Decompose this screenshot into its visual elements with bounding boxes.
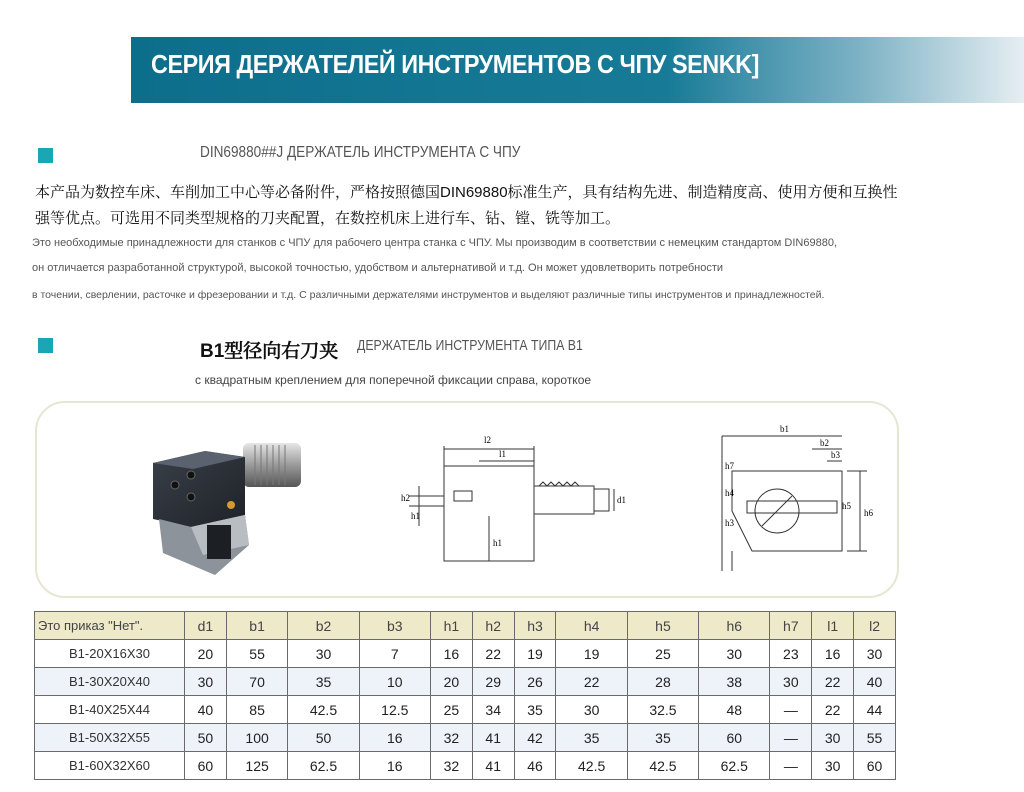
- header-cell: h7: [770, 612, 812, 640]
- header-cell: h4: [556, 612, 627, 640]
- cell: 7: [359, 640, 430, 668]
- cell: —: [770, 724, 812, 752]
- row-model: B1-50X32X55: [35, 724, 185, 752]
- label-d1: d1: [617, 495, 626, 505]
- label-h6: h6: [864, 508, 873, 518]
- cell: 16: [359, 752, 430, 780]
- cell: 30: [812, 724, 854, 752]
- label-h5: h5: [842, 501, 851, 511]
- cell: 46: [514, 752, 556, 780]
- table-row: [35, 640, 896, 668]
- header-cell: h6: [699, 612, 770, 640]
- cell: 10: [359, 668, 430, 696]
- cell: 60: [854, 752, 896, 780]
- cell: 22: [812, 668, 854, 696]
- cell: 23: [770, 640, 812, 668]
- section-marker: [38, 338, 53, 353]
- cell: 62.5: [699, 752, 770, 780]
- cell: 30: [854, 640, 896, 668]
- b1-subtitle: с квадратным креплением для поперечной фиксации справа, короткое: [195, 373, 592, 387]
- label-l1: l1: [499, 449, 507, 459]
- cell: 25: [430, 696, 472, 724]
- cell: 22: [472, 640, 514, 668]
- cell: 20: [185, 640, 227, 668]
- header-cell: l2: [854, 612, 896, 640]
- cell: 16: [430, 640, 472, 668]
- table-row: [35, 752, 896, 780]
- table-row: [35, 724, 896, 752]
- header-cell: h3: [514, 612, 556, 640]
- b1-title-russian: ДЕРЖАТЕЛЬ ИНСТРУМЕНТА ТИПА B1: [357, 337, 583, 354]
- intro-russian-line-3: в точении, сверлении, расточке и фрезеровании и т.д. С различными держателями инструментов и выделяют различные типы инструментов и принадлежностей.: [32, 289, 825, 301]
- header-cell: h5: [627, 612, 698, 640]
- cell: 44: [854, 696, 896, 724]
- row-model: B1-30X20X40: [35, 668, 185, 696]
- label-b2: b2: [820, 438, 829, 448]
- cell: 35: [514, 696, 556, 724]
- cell: 70: [226, 668, 287, 696]
- cell: 50: [185, 724, 227, 752]
- cell: 42.5: [627, 752, 698, 780]
- cell: 85: [226, 696, 287, 724]
- side-view-drawing: [399, 431, 639, 571]
- cell: 48: [699, 696, 770, 724]
- tool-holder-photo: [145, 435, 325, 585]
- cell: 60: [185, 752, 227, 780]
- intro-russian-line-1: Это необходимые принадлежности для станков с ЧПУ для рабочего центра станка с ЧПУ. Мы производим в соответствии с немецким стандартом DIN69880,: [32, 237, 838, 249]
- cell: 22: [556, 668, 627, 696]
- cell: 35: [288, 668, 359, 696]
- cell: 125: [226, 752, 287, 780]
- cell: 30: [185, 668, 227, 696]
- intro-chinese-text: 本产品为数控车床、车削加工中心等必备附件，严格按照德国DIN69880标准生产，具有结构先进、制造精度高、使用方便和互换性强等优点。可选用不同类型规格的刀夹配置，在数控机床上进行车、钻、镗、铣等加工。: [35, 184, 898, 227]
- header-cell: d1: [185, 612, 227, 640]
- header-cell: b2: [288, 612, 359, 640]
- header-banner: [131, 37, 1024, 103]
- b1-title-chinese: B1型径向右刀夹: [200, 341, 339, 362]
- table-header-row: [35, 612, 896, 640]
- cell: 42: [514, 724, 556, 752]
- header-cell: h1: [430, 612, 472, 640]
- cell: 41: [472, 724, 514, 752]
- label-h2: h2: [401, 493, 410, 503]
- cell: 30: [288, 640, 359, 668]
- header-cell: l1: [812, 612, 854, 640]
- cell: 55: [226, 640, 287, 668]
- table-row: [35, 668, 896, 696]
- cell: 40: [185, 696, 227, 724]
- cell: 30: [556, 696, 627, 724]
- label-h3: h3: [725, 518, 734, 528]
- cell: 32.5: [627, 696, 698, 724]
- label-h4: h4: [725, 488, 734, 498]
- label-h1-left: h1: [411, 511, 420, 521]
- cell: 29: [472, 668, 514, 696]
- product-illustration-panel: [35, 401, 899, 598]
- cell: 50: [288, 724, 359, 752]
- cell: 30: [812, 752, 854, 780]
- cell: —: [770, 696, 812, 724]
- cell: 26: [514, 668, 556, 696]
- cell: 34: [472, 696, 514, 724]
- cell: 25: [627, 640, 698, 668]
- cell: 32: [430, 724, 472, 752]
- cell: 35: [627, 724, 698, 752]
- label-b3: b3: [831, 450, 840, 460]
- cell: 40: [854, 668, 896, 696]
- cell: 30: [699, 640, 770, 668]
- cell: 30: [770, 668, 812, 696]
- section-marker: [38, 148, 53, 163]
- front-view-drawing: [692, 421, 882, 581]
- cell: 42.5: [288, 696, 359, 724]
- cell: 62.5: [288, 752, 359, 780]
- label-l2: l2: [484, 435, 492, 445]
- label-b1: b1: [780, 424, 789, 434]
- cell: 41: [472, 752, 514, 780]
- cell: 19: [556, 640, 627, 668]
- label-h7: h7: [725, 461, 734, 471]
- header-cell: b1: [226, 612, 287, 640]
- cell: 16: [359, 724, 430, 752]
- row-model: B1-20X16X30: [35, 640, 185, 668]
- row-model: B1-40X25X44: [35, 696, 185, 724]
- cell: 100: [226, 724, 287, 752]
- table-row: [35, 696, 896, 724]
- row-model: B1-60X32X60: [35, 752, 185, 780]
- cell: 12.5: [359, 696, 430, 724]
- cell: —: [770, 752, 812, 780]
- cell: 38: [699, 668, 770, 696]
- cell: 22: [812, 696, 854, 724]
- intro-russian-line-2: он отличается разработанной структурой, высокой точностью, удобством и альтернативой и т.д. Он может удовлетворить потребности: [32, 262, 724, 274]
- cell: 42.5: [556, 752, 627, 780]
- header-cell: b3: [359, 612, 430, 640]
- label-h1: h1: [493, 538, 502, 548]
- cell: 20: [430, 668, 472, 696]
- cell: 35: [556, 724, 627, 752]
- cell: 55: [854, 724, 896, 752]
- cell: 16: [812, 640, 854, 668]
- cell: 19: [514, 640, 556, 668]
- header-cell: h2: [472, 612, 514, 640]
- section1-title: DIN69880##J ДЕРЖАТЕЛЬ ИНСТРУМЕНТА С ЧПУ: [200, 144, 521, 161]
- cell: 32: [430, 752, 472, 780]
- spec-table: [34, 611, 896, 780]
- cell: 60: [699, 724, 770, 752]
- page-title: СЕРИЯ ДЕРЖАТЕЛЕЙ ИНСТРУМЕНТОВ С ЧПУ SENKK]: [151, 49, 759, 79]
- cell: 28: [627, 668, 698, 696]
- header-order-no: Это приказ "Нет".: [35, 612, 185, 640]
